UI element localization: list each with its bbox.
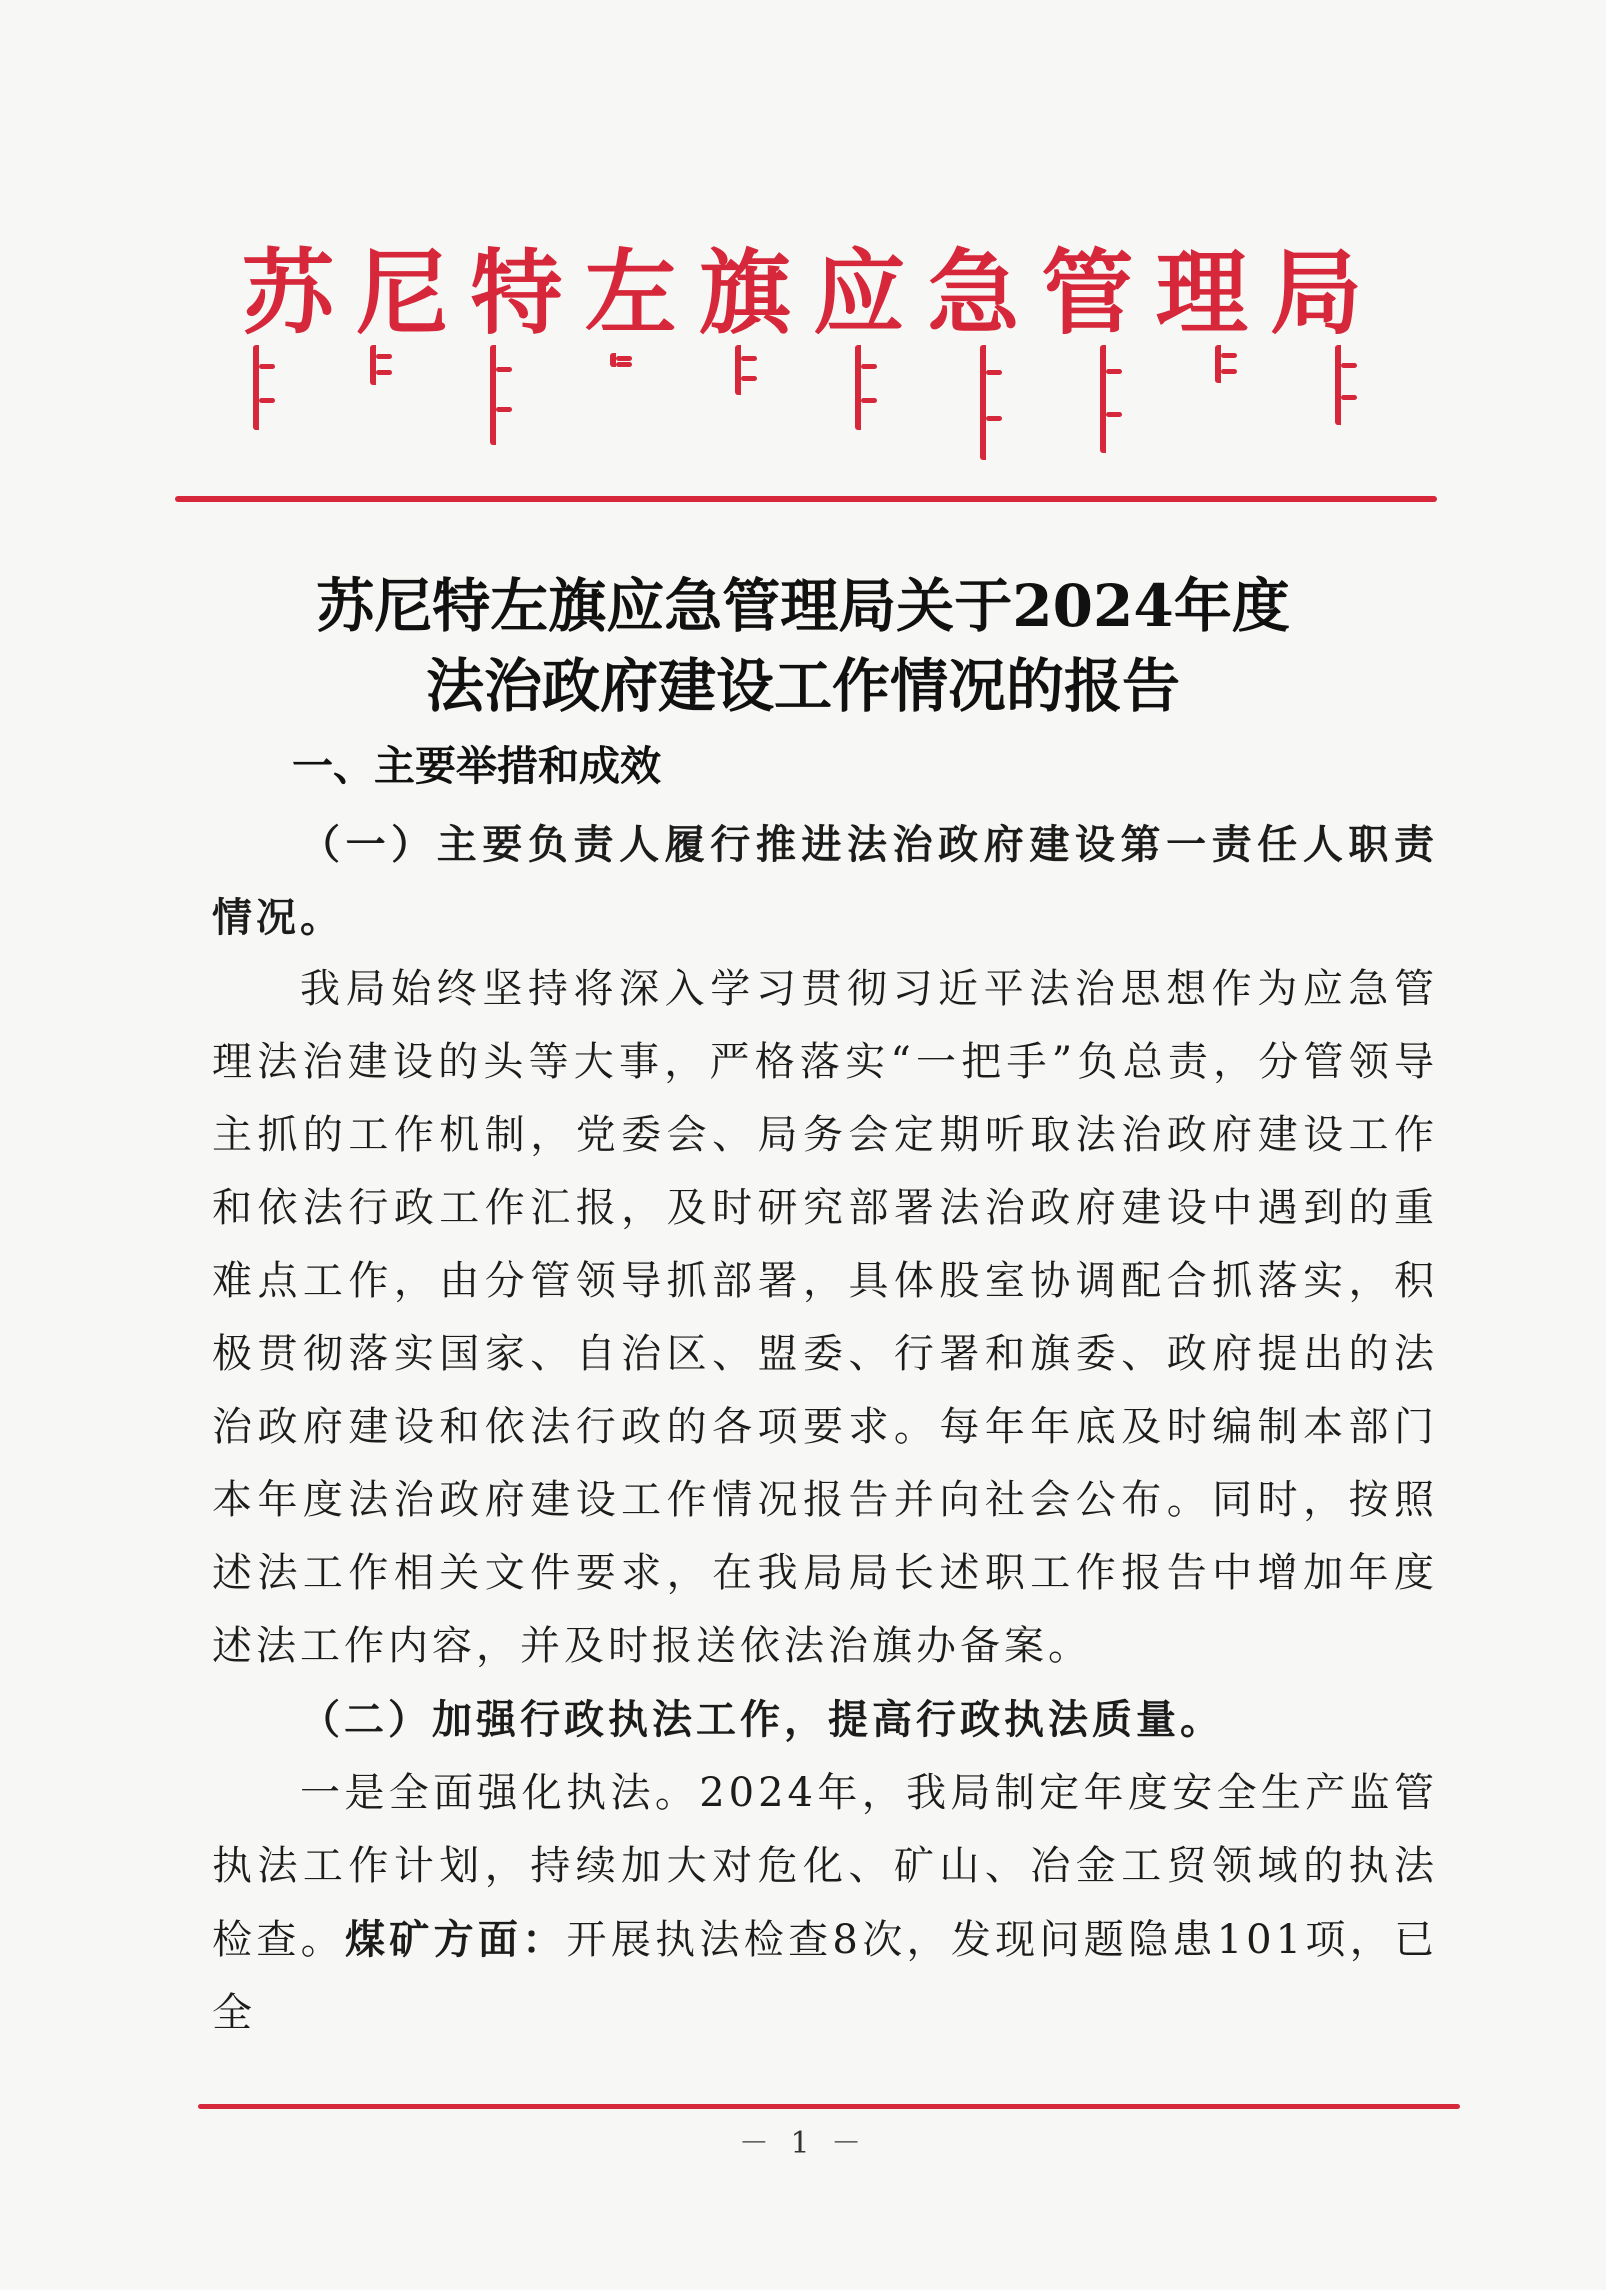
- mongolian-word-glyph: [735, 345, 757, 395]
- mongolian-word-glyph: [610, 353, 632, 367]
- letterhead-char: 急: [927, 239, 1020, 347]
- letterhead-red-rule: [175, 496, 1437, 502]
- body-paragraph-1: [212, 953, 1438, 1683]
- letterhead-char: 苏: [242, 239, 335, 347]
- letterhead-char: 管: [1041, 239, 1134, 347]
- letterhead-org-name: [242, 238, 1362, 348]
- subsection-heading-1: [212, 808, 1438, 954]
- page-number: － 1 －: [738, 2126, 868, 2161]
- letterhead-mongolian-script: [245, 345, 1355, 475]
- mongolian-word-glyph: [370, 345, 392, 385]
- mongolian-word-glyph: [1215, 345, 1237, 383]
- mongolian-word-glyph: [253, 345, 275, 430]
- mongolian-word-glyph: [1100, 345, 1122, 453]
- letterhead-char: 应: [813, 239, 906, 347]
- subsection-heading-1-text: （一）主要负责人履行推进法治政府建设第一责任人职责情况。: [212, 821, 1438, 941]
- document-title-line-1: 苏尼特左旗应急管理局关于2024年度: [316, 572, 1290, 640]
- mongolian-word-glyph: [855, 345, 877, 430]
- body-paragraph-2: [212, 1757, 1438, 2050]
- letterhead-char: 旗: [698, 239, 791, 347]
- paragraph-2-bold-lead: 煤矿方面：: [344, 1916, 567, 1963]
- section-heading: 一、主要举措和成效: [292, 742, 661, 790]
- paragraph-2-end: 开展执法检查8次，发现问题隐患101项，已全: [212, 1917, 1439, 2036]
- letterhead-char: 左: [584, 239, 677, 347]
- subsection-heading-2-text: （二）加强行政执法工作，提高行政执法质量。: [300, 1696, 1224, 1743]
- body-paragraph-2-text: [212, 1757, 1438, 2050]
- footer-red-rule: [198, 2104, 1460, 2109]
- paragraph-2-start: 一是全面强化执法。2024年，我局制定年度安全生产监管执法工作计划，持续加大对危化、矿山、冶金工贸领域的执法检查。: [212, 1770, 1438, 1963]
- document-title-line-2: 法治政府建设工作情况的报告: [425, 652, 1180, 720]
- letterhead-char: 理: [1155, 239, 1248, 347]
- letterhead-char: 尼: [356, 239, 449, 347]
- body-paragraph-1-text: 我局始终坚持将深入学习贯彻习近平法治思想作为应急管理法治建设的头等大事，严格落实“一把手”负总责，分管领导主抓的工作机制，党委会、局务会定期听取法治政府建设工作和依法行政工作汇报，及时研究部署法治政府建设中遇到的重难点工作，由分管领导抓部署，具体股室协调配合抓落实，积极贯彻落实国家、自治区、盟委、行署和旗委、政府提出的法治政府建设和依法行政的各项要求。每年年底及时编制本部门本年度法治政府建设工作情况报告并向社会公布。同时，按照述法工作相关文件要求，在我局局长述职工作报告中增加年度述法工作内容，并及时报送依法治旗办备案。: [212, 966, 1438, 1669]
- letterhead-char: 局: [1269, 239, 1362, 347]
- mongolian-word-glyph: [980, 345, 1002, 460]
- mongolian-word-glyph: [490, 345, 512, 445]
- subsection-heading-2: [212, 1683, 1438, 1756]
- letterhead-char: 特: [470, 239, 563, 347]
- mongolian-word-glyph: [1335, 345, 1357, 425]
